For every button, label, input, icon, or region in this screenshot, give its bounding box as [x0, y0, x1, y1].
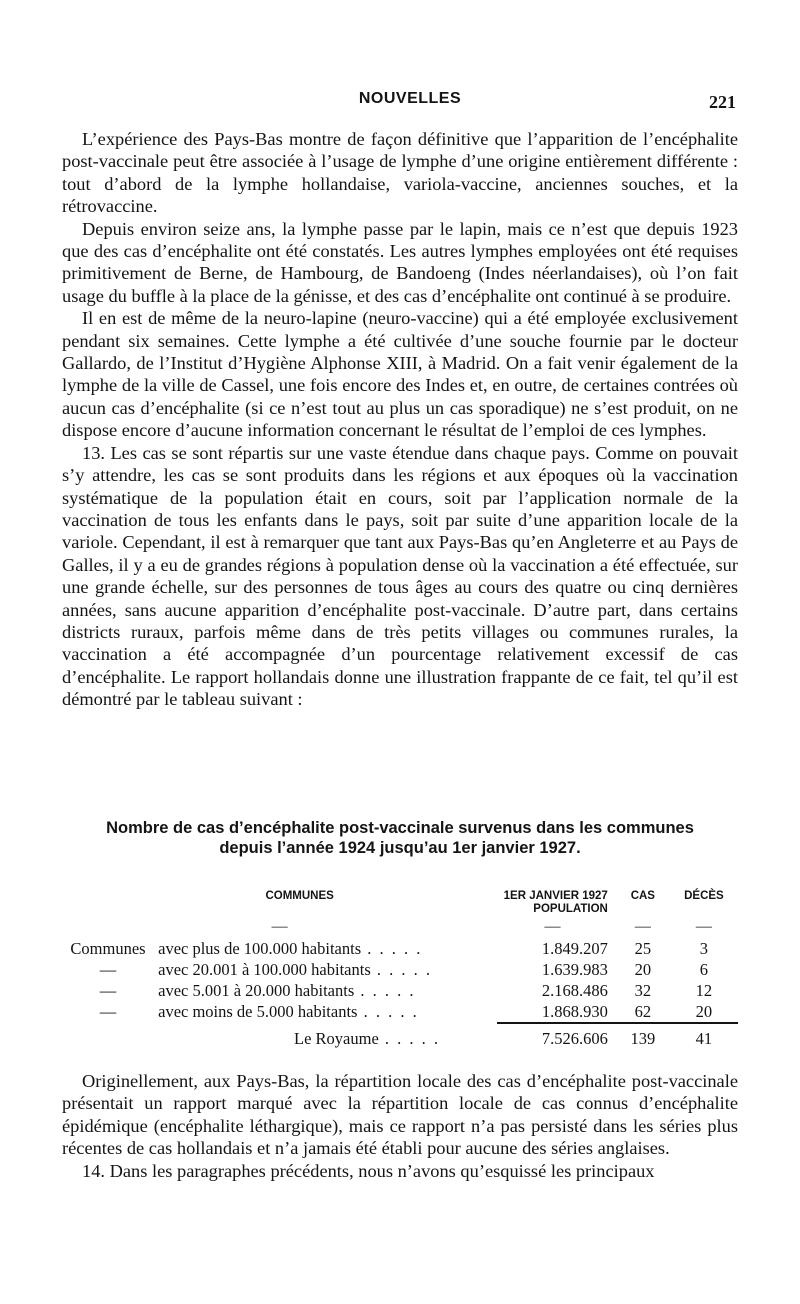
row-prefix: — [99, 981, 117, 1000]
row-prefix: — [99, 960, 117, 979]
paragraph: Il en est de même de la neuro-lapine (neuro-vaccine) qui a été employée exclusivement pendant six semaines. Cette lymphe a été cultivée d’une souche fournie par le docteur Gallardo, de l’Institut d’Hygiène Alphonse XIII, à Madrid. On a fait venir également de la lymphe de la ville de Cassel, une fois encore des Indes et, en outre, de certaines contrées où aucun cas d’encéphalite (si ce n’est tout au plus un cas sporadique) ne s’est produit, on ne dispose encore d’aucune information concernant le résultat de l’emploi de ces lymphes. [62, 308, 738, 441]
row-label: avec plus de 100.000 habitants . . . [158, 939, 422, 958]
header-communes: COMMUNES [265, 890, 334, 902]
body-text-top [62, 128, 738, 711]
row-deces: 20 [695, 1002, 713, 1021]
row-label: avec moins de 5.000 habitants . . . [158, 1002, 419, 1021]
paragraph: Depuis environ seize ans, la lymphe passe par le lapin, mais ce n’est que depuis 1923 que des cas d’encéphalite ont été constatés. Les autres lymphes employées ont été requises primitivement de Berne, de Hambourg, de Bandoeng (Indes néerlandaises), où l’on fait usage du buffle à la place de la génisse, et des cas d’encéphalite ont continué à se produire. [62, 218, 738, 306]
dash: — [695, 918, 712, 935]
row-cas: 25 [634, 939, 652, 958]
paragraph: 13. Les cas se sont répartis sur une vaste étendue dans chaque pays. Comme on pouvait s’y attendre, les cas se sont produits dans les régions et aux époques où la vaccination systématique de la population était en cours, soit par l’application normale de la vaccination de tous les enfants dans le pays, soit par suite d’une apparition locale de la variole. Cependant, il est à remarquer que tant aux Pays-Bas qu’en Angleterre et au Pays de Galles, il y a eu de grandes régions à population dense où la vaccination a été effectuée, sur une grande échelle, sur des personnes de tous âges au cours des quatre ou cinq dernières années, sans aucune apparition d’encéphalite post-vaccinale. D’autre part, dans certains districts ruraux, parfois même dans de très petits villages ou communes rurales, la vaccination a été accompagnée d’un pourcentage relativement excessif de cas d’encéphalite. Le rapport hollandais donne une illustration frappante de ce fait, tel qu’il est démontré par le tableau suivant : [62, 442, 738, 710]
row-label: avec 5.001 à 20.000 habitants . . . [158, 981, 415, 1000]
row-population: 1.639.983 [541, 960, 608, 979]
table-caption-line-1: Nombre de cas d’encéphalite post-vaccinale survenus dans les communes [106, 819, 694, 837]
row-commune-cell [62, 980, 497, 1001]
table-caption [62, 818, 738, 858]
row-deces: 6 [699, 960, 709, 979]
page-number: 221 [709, 92, 736, 112]
header-population-date: 1ER JANVIER 1927 [503, 890, 608, 902]
dash: — [271, 918, 288, 935]
row-prefix: — [99, 1002, 117, 1021]
row-commune-cell [62, 959, 497, 980]
row-population: 1.868.930 [541, 1002, 608, 1021]
row-deces: 3 [699, 939, 709, 958]
body-text-bottom [62, 1070, 738, 1182]
total-label-cell [62, 1023, 497, 1049]
total-cas: 139 [616, 1023, 670, 1049]
row-cas: 62 [634, 1002, 652, 1021]
dash: — [544, 918, 561, 935]
header-population [497, 890, 616, 916]
total-population: 7.526.606 [497, 1023, 616, 1049]
row-label: avec 20.001 à 100.000 habitants . . . [158, 960, 432, 979]
table-caption-line-2: depuis l’année 1924 jusqu’au 1er janvier 1927. [219, 839, 581, 857]
row-cas: 32 [634, 981, 652, 1000]
row-population: 1.849.207 [541, 939, 608, 958]
table-total-row [62, 1023, 738, 1049]
page-header [80, 90, 740, 120]
row-prefix: Communes [70, 939, 146, 958]
table-dash-row [62, 916, 738, 938]
table-row [62, 959, 738, 980]
dash: — [634, 918, 651, 935]
paragraph: Originellement, aux Pays-Bas, la répartition locale des cas d’encéphalite post-vaccinale présentait un rapport marqué avec la répartition locale de cas connus d’encéphalite épidémique (encéphalite léthargique), mais ce rapport n’a pas persisté dans les séries plus récentes de cas hollandais et n’a jamais été établi pour aucune des séries anglaises. [62, 1071, 738, 1159]
row-deces: 12 [695, 981, 713, 1000]
total-label: Le Royaume . . . [62, 1028, 440, 1049]
statistics-table-block [62, 818, 738, 1049]
table-row [62, 980, 738, 1001]
table-header-row [62, 890, 738, 916]
running-title: NOUVELLES [358, 90, 462, 107]
header-population-label: POPULATION [533, 903, 608, 915]
statistics-table [62, 890, 738, 1049]
table-row [62, 1001, 738, 1023]
row-commune-cell [62, 1001, 497, 1023]
paragraph: 14. Dans les paragraphes précédents, nous n’avons qu’esquissé les principaux [82, 1160, 655, 1181]
total-deces: 41 [670, 1023, 738, 1049]
header-deces: DÉCÈS [684, 890, 724, 902]
row-cas: 20 [634, 960, 652, 979]
row-population: 2.168.486 [541, 981, 608, 1000]
row-commune-cell [62, 938, 497, 959]
header-cas: CAS [630, 890, 655, 902]
paragraph: L’expérience des Pays-Bas montre de façon définitive que l’apparition de l’encéphalite post-vaccinale peut être associée à l’usage de lymphe d’une origine entièrement différente : tout d’abord de la lymphe hollandaise, variola-vaccine, anciennes souches, et la rétrovaccine. [62, 129, 738, 217]
table-row [62, 938, 738, 959]
